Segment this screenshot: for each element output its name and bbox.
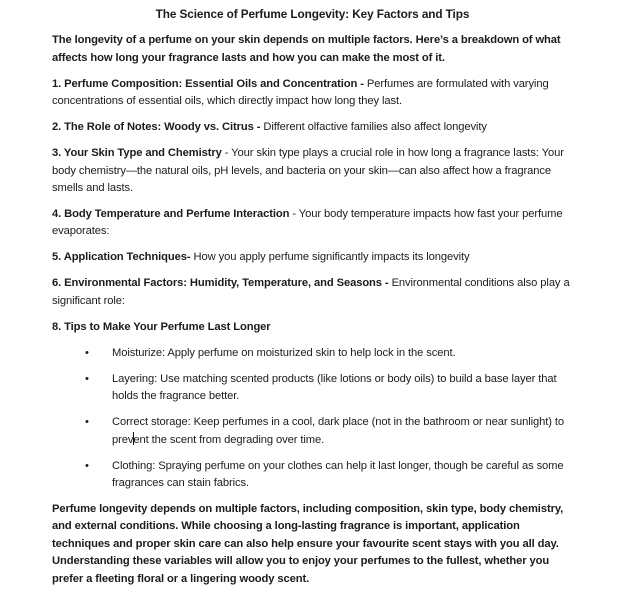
section-environmental-factors	[52, 275, 573, 310]
section-perfume-composition	[52, 76, 573, 111]
tip-item-layering	[52, 371, 573, 406]
section-body-temperature	[52, 206, 573, 241]
section-role-of-notes	[52, 119, 573, 136]
section-body-text: Environmental conditions also play a significant role:	[52, 277, 570, 307]
tip-item-moisturize	[52, 345, 573, 362]
section-lead-bold: 6. Environmental Factors: Humidity, Temperature, and Seasons -	[52, 277, 389, 290]
tip-text: ent the scent from degrading over time.	[133, 433, 325, 446]
tip-text: Correct storage: Keep perfumes in a cool, dark place (not in the bathroom or near sunlight) to prev	[112, 416, 565, 446]
section-body-text: - Your body temperature impacts how fast your perfume evaporates:	[52, 208, 563, 238]
section-body-text: How you apply perfume significantly impacts its longevity	[190, 251, 470, 264]
tip-text: Moisturize: Apply perfume on moisturized skin to help lock in the scent.	[112, 346, 456, 359]
section-lead-bold: 4. Body Temperature and Perfume Interaction	[52, 208, 290, 221]
section-lead-bold: 2. The Role of Notes: Woody vs. Citrus -	[52, 121, 261, 134]
tip-item-correct-storage	[52, 414, 573, 449]
conclusion-paragraph: Perfume longevity depends on multiple factors, including composition, skin type, body chemistry, and external conditions. While choosing a long-lasting fragrance is important, application techniques and proper skin care can also help ensure your favourite scent stays with you all day. Understanding these variables will allow you to enjoy your perfumes to the fullest, whether you prefer a fleeting floral or a lingering woody scent.	[52, 503, 564, 585]
section-lead-bold: 1. Perfume Composition: Essential Oils and Concentration -	[52, 77, 364, 90]
intro-paragraph: The longevity of a perfume on your skin depends on multiple factors. Here’s a breakdown of what affects how long your fragrance lasts and how you can make the most of it.	[52, 34, 561, 64]
section-application-techniques	[52, 249, 573, 266]
document-title: The Science of Perfume Longevity: Key Factors and Tips	[155, 7, 470, 21]
section-body-text: Perfumes are formulated with varying concentrations of essential oils, which directly impact how long they last.	[52, 77, 549, 108]
section-lead-bold: 5. Application Techniques-	[52, 251, 191, 264]
tip-item-clothing	[52, 458, 573, 493]
section-body-text: - Your skin type plays a crucial role in how long a fragrance lasts: Your body chemistry—the natural oils, pH levels, and bacteria on your skin—can also affect how a fragrance smells and lasts.	[52, 147, 564, 195]
tip-text: Layering: Use matching scented products (like lotions or body oils) to build a base layer that holds the fragrance better.	[112, 372, 557, 403]
section-lead-bold: 3. Your Skin Type and Chemistry	[52, 147, 222, 160]
section-body-text: Different olfactive families also affect longevity	[260, 121, 487, 134]
tips-list	[52, 345, 573, 493]
section-skin-type-chemistry	[52, 145, 573, 197]
tips-heading: 8. Tips to Make Your Perfume Last Longer	[52, 320, 271, 333]
tip-text: Clothing: Spraying perfume on your clothes can help it last longer, though be careful as some fragrances can stain fabrics.	[112, 459, 564, 490]
